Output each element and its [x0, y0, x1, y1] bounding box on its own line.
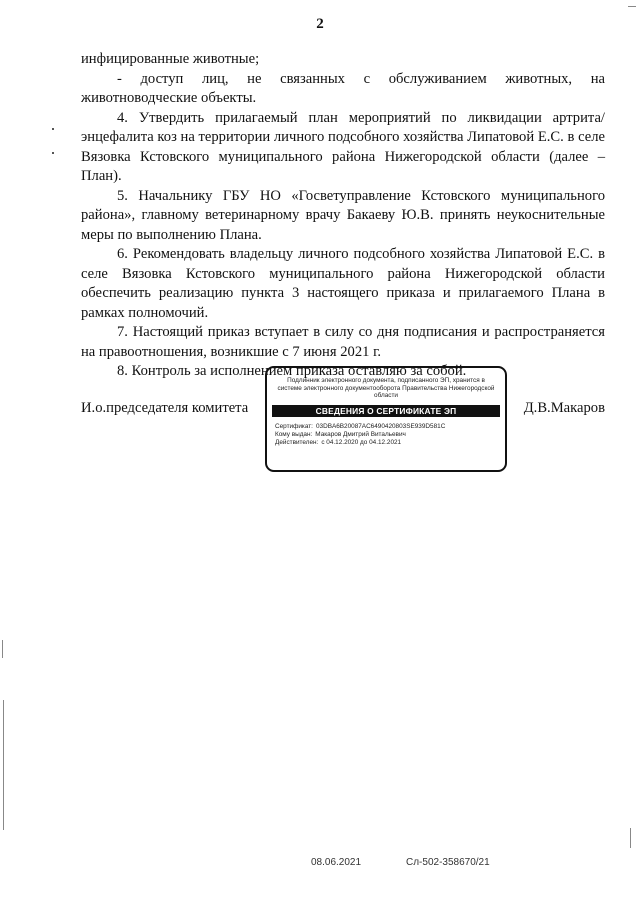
- stamp-header: СВЕДЕНИЯ О СЕРТИФИКАТЕ ЭП: [272, 405, 500, 417]
- document-body: [81, 50, 605, 382]
- certificate-label: Сертификат:: [275, 422, 313, 430]
- paragraph-continuation: инфицированные животные;: [81, 51, 260, 67]
- footer-date: 08.06.2021: [311, 857, 362, 868]
- stamp-certificate-row: [275, 423, 497, 431]
- issued-to-value: Макаров Дмитрий Витальевич: [315, 430, 406, 438]
- paragraph-item-4: 4. Утвердить прилагаемый план мероприятий по ликвидации артрита/энцефалита коз на территории личного подсобного хозяйства Липатовой Е.С. в селе Вязовка Кстовского муниципального района Нижегородской области (далее – План).: [81, 109, 605, 184]
- footer-registration-number: Сл-502-358670/21: [406, 857, 490, 868]
- issued-to-label: Кому выдан:: [275, 430, 313, 438]
- scan-artifact: [630, 828, 631, 848]
- paragraph-item-7: 7. Настоящий приказ вступает в силу со дня подписания и распространяется на правоотношения, возникшие с 7 июня 2021 г.: [81, 324, 605, 360]
- validity-label: Действителен:: [275, 438, 319, 446]
- paragraph-item-5: 5. Начальнику ГБУ НО «Госветуправление Кстовского муниципального района», главному ветеринарному врачу Бакаеву Ю.В. принять неукоснительные меры по выполнению Плана.: [81, 187, 605, 243]
- paragraph-access-restriction: - доступ лиц, не связанных с обслуживанием животных, на животноводческие объекты.: [81, 70, 605, 106]
- electronic-signature-stamp: [265, 366, 507, 472]
- stamp-intro-text: Подлинник электронного документа, подписанного ЭП, хранится в системе электронного документооборота Правительства Нижегородской области: [277, 377, 495, 400]
- page-number: 2: [316, 16, 324, 32]
- scan-artifact: [52, 152, 54, 154]
- stamp-details: [275, 423, 497, 447]
- scan-artifact: [52, 128, 54, 130]
- scan-artifact: [628, 6, 636, 7]
- stamp-issued-to-row: [275, 431, 497, 439]
- signer-title: И.о.председателя комитета: [81, 400, 249, 416]
- signature-block: [81, 366, 605, 478]
- paragraph-item-6: 6. Рекомендовать владельцу личного подсобного хозяйства Липатовой Е.С. в селе Вязовка Кстовского муниципального района Нижегородской области обеспечить реализацию пункта 3 настоящего приказа и прилагаемого Плана в рамках полномочий.: [81, 246, 605, 321]
- paragraph-item-8: 8. Контроль за исполнением приказа оставляю за собой.: [117, 363, 467, 379]
- signer-name: Д.В.Макаров: [523, 400, 605, 416]
- validity-value: с 04.12.2020 до 04.12.2021: [321, 438, 402, 446]
- scan-artifact: [2, 640, 3, 658]
- certificate-value: 03DBA6B20087AC6490420803SE939D581C: [315, 422, 446, 430]
- scan-artifact: [3, 700, 4, 830]
- stamp-validity-row: [275, 439, 497, 447]
